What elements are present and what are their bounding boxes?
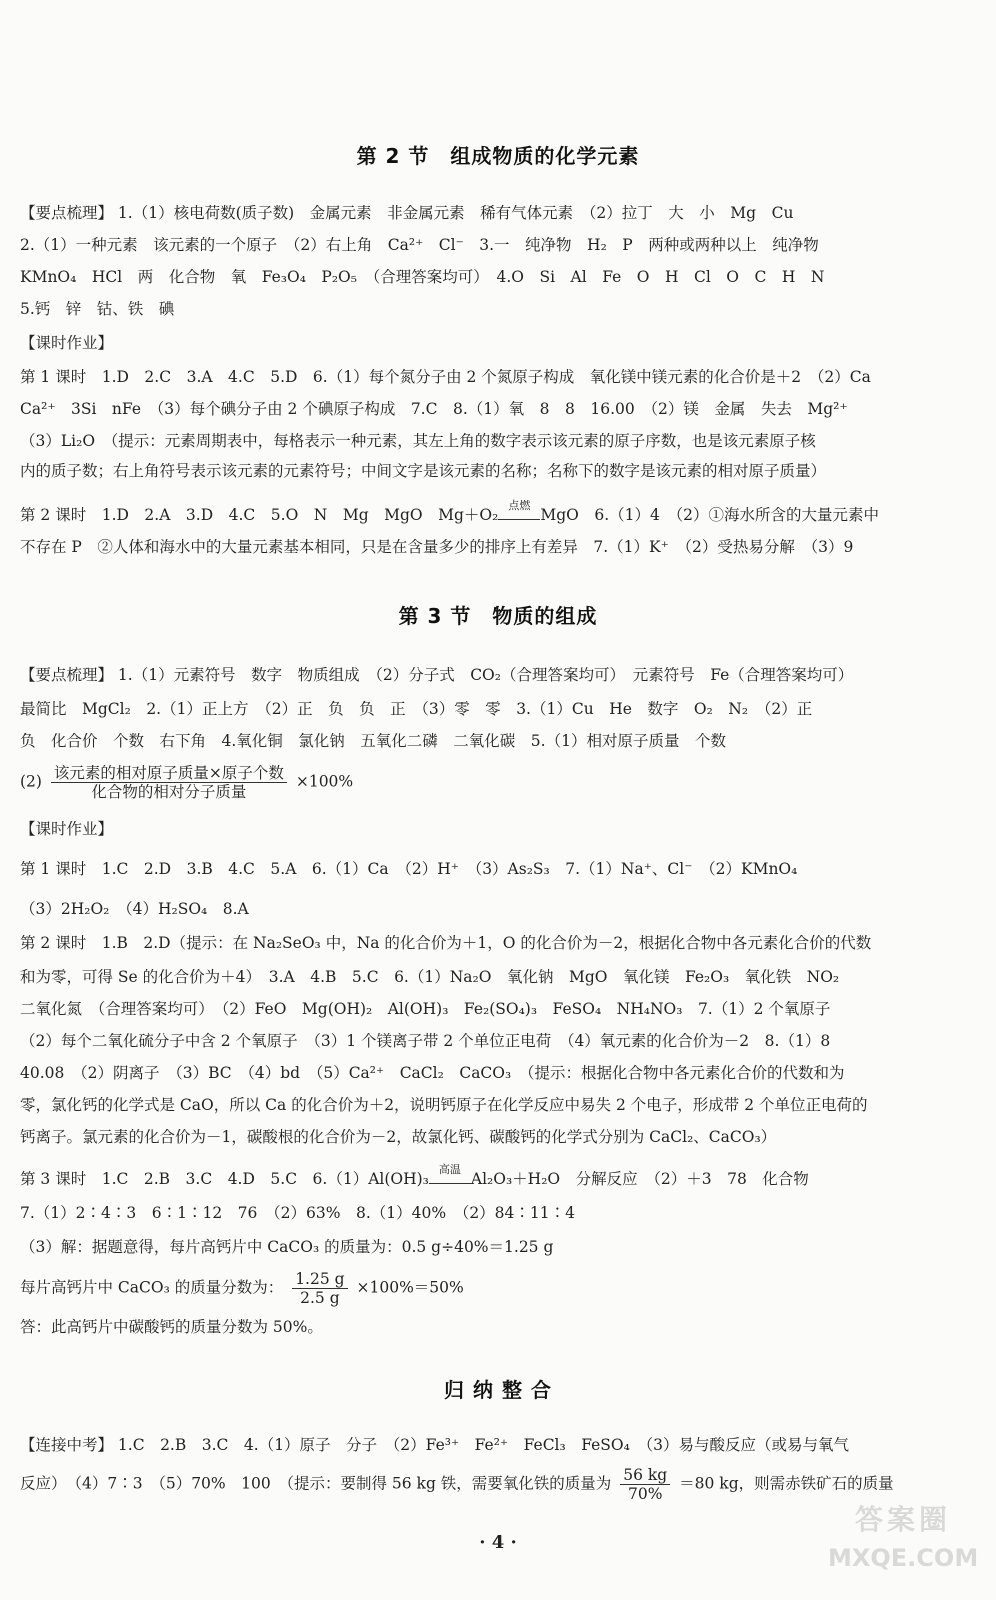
text-line: 不存在 P ②人体和海水中的大量元素基本相同，只是在含量多少的排序上有差异 7.（1）K⁺ （2）受热易分解 （3）9 <box>20 538 854 556</box>
text-line: 7.（1）2∶4∶3 6∶1∶12 76 （2）63% 8.（1）40% （2）84∶11∶4 <box>20 1204 575 1222</box>
text-line: KMnO₄ HCl 两 化合物 氧 Fe₃O₄ P₂O₅ （合理答案均可） 4.O Si Al Fe O H Cl O C H N <box>20 268 825 286</box>
text-line: 钙离子。氯元素的化合价为－1，碳酸根的化合价为－2，故氯化钙、碳酸钙的化学式分别为 CaCl₂、CaCO₃） <box>20 1128 777 1146</box>
reaction-condition: 高温 <box>438 1163 461 1176</box>
text-segment: 第 2 课时 1.D 2.A 3.D 4.C 5.O N Mg MgO Mg＋O₂ <box>20 506 499 524</box>
text-line: 和为零，可得 Se 的化合价为＋4） 3.A 4.B 5.C 6.（1）Na₂O 氧化钠 MgO 氧化镁 Fe₂O₃ 氧化铁 NO₂ <box>20 968 840 986</box>
fraction <box>292 1270 347 1307</box>
text-line-lesson3 <box>20 1163 980 1190</box>
section-3-title: 第 3 节 物质的组成 <box>398 604 598 628</box>
text-line: 第 1 课时 1.D 2.C 3.A 4.C 5.D 6.（1）每个氮分子由 2 个氮原子构成 氧化镁中镁元素的化合价是＋2 （2）Ca <box>20 368 871 386</box>
text-line: 最简比 MgCl₂ 2.（1）正上方 （2）正 负 负 正 （3）零 零 3.（1）Cu He 数字 O₂ N₂ （2）正 <box>20 700 813 718</box>
calc-prefix: 每片高钙片中 CaCO₃ 的质量分数为： <box>20 1278 284 1297</box>
fraction-denominator: 2.5 g <box>300 1289 340 1307</box>
text-segment: 反应） （4）7∶3 （5）70% 100 （提示：要制得 56 kg 铁，需要氧化铁的质量为 <box>20 1474 612 1493</box>
text-line: 【课时作业】 <box>20 334 114 352</box>
fraction-numerator: 1.25 g <box>292 1270 347 1289</box>
reaction-condition: 点燃 <box>508 499 531 512</box>
text-line: 二氧化氮 （合理答案均可） （2）FeO Mg(OH)₂ Al(OH)₃ Fe₂(SO₄)₃ FeSO₄ NH₄NO₃ 7.（1）2 个氧原子 <box>20 1000 831 1018</box>
answer-line: 答：此高钙片中碳酸钙的质量分数为 50%。 <box>20 1318 323 1336</box>
text-line: （2）每个二氧化硫分子中含 2 个氧原子 （3）1 个镁离子带 2 个单位正电荷 （4）氧元素的化合价为－2 8.（1）8 <box>20 1032 831 1050</box>
formula-prefix: (2) <box>20 772 42 791</box>
summary-title: 归 纳 整 合 <box>444 1378 552 1402</box>
formula-line <box>20 764 980 801</box>
text-line: 第 2 课时 1.B 2.D（提示：在 Na₂SeO₃ 中，Na 的化合价为＋1，O 的化合价为－2，根据化合物中各元素化合价的代数 <box>20 934 872 952</box>
watermark-text: 答案圈 <box>854 1503 951 1536</box>
fraction <box>620 1466 670 1503</box>
text-line: 【要点梳理】 1.（1）核电荷数(质子数) 金属元素 非金属元素 稀有气体元素 （2）拉丁 大 小 Mg Cu <box>20 204 794 222</box>
reaction-arrow <box>429 1163 471 1184</box>
fraction <box>51 764 287 801</box>
text-line: 内的质子数；右上角符号表示该元素的元素符号；中间文字是该元素的名称；名称下的数字是该元素的相对原子质量） <box>20 462 827 480</box>
text-line: 5.钙 锌 钴、铁 碘 <box>20 300 175 318</box>
reaction-arrow <box>498 499 540 520</box>
text-line: 【课时作业】 <box>20 820 114 838</box>
text-line: （3）2H₂O₂ （4）H₂SO₄ 8.A <box>20 900 249 918</box>
text-segment: ＝80 kg，则需赤铁矿石的质量 <box>679 1474 894 1493</box>
text-line: 零，氯化钙的化学式是 CaO，所以 Ca 的化合价为＋2，说明钙原子在化学反应中易失 2 个电子，形成带 2 个单位正电荷的 <box>20 1096 868 1114</box>
fraction-numerator: 56 kg <box>620 1466 670 1485</box>
fraction-denominator: 70% <box>628 1485 663 1503</box>
formula-suffix: ×100% <box>295 772 354 791</box>
text-line: 负 化合价 个数 右下角 4.氧化铜 氯化钠 五氧化二磷 二氧化碳 5.（1）相对原子质量 个数 <box>20 732 726 750</box>
text-line: （3）解：据题意得，每片高钙片中 CaCO₃ 的质量为：0.5 g÷40%＝1.25 g <box>20 1238 554 1256</box>
page-number: · 4 · <box>479 1532 517 1553</box>
fraction-numerator: 该元素的相对原子质量×原子个数 <box>51 764 287 783</box>
section-2-title: 第 2 节 组成物质的化学元素 <box>356 144 640 168</box>
watermark-url: MXQE.COM <box>828 1544 979 1572</box>
text-line: 【连接中考】 1.C 2.B 3.C 4.（1）原子 分子 （2）Fe³⁺ Fe²⁺ FeCl₃ FeSO₄ （3）易与酸反应（或易与氧气 <box>20 1436 849 1454</box>
text-segment: MgO 6.（1）4 （2）①海水所含的大量元素中 <box>540 506 879 524</box>
text-segment: 第 3 课时 1.C 2.B 3.C 4.D 5.C 6.（1）Al(OH)₃ <box>20 1170 429 1188</box>
text-line: 【要点梳理】 1.（1）元素符号 数字 物质组成 （2）分子式 CO₂（合理答案均可） 元素符号 Fe（合理答案均可） <box>20 666 854 684</box>
calculation-line <box>20 1270 980 1307</box>
text-line: Ca²⁺ 3Si nFe （3）每个碘分子由 2 个碘原子构成 7.C 8.（1）氧 8 8 16.00 （2）镁 金属 失去 Mg²⁺ <box>20 400 848 418</box>
text-line: （3）Li₂O （提示：元素周期表中，每格表示一种元素，其左上角的数字表示该元素的原子序数，也是该元素原子核 <box>20 432 816 450</box>
text-line-lesson2 <box>20 499 980 526</box>
text-line: 40.08 （2）阴离子 （3）BC （4）bd （5）Ca²⁺ CaCl₂ CaCO₃ （提示：根据化合物中各元素化合价的代数和为 <box>20 1064 845 1082</box>
watermark-logo <box>828 1498 978 1588</box>
text-line: 2.（1）一种元素 该元素的一个原子 （2）右上角 Ca²⁺ Cl⁻ 3.一 纯净物 H₂ P 两种或两种以上 纯净物 <box>20 236 819 254</box>
text-line: 第 1 课时 1.C 2.D 3.B 4.C 5.A 6.（1）Ca （2）H⁺ （3）As₂S₃ 7.（1）Na⁺、Cl⁻ （2）KMnO₄ <box>20 860 798 878</box>
text-segment: Al₂O₃＋H₂O 分解反应 （2）＋3 78 化合物 <box>470 1170 809 1188</box>
fraction-denominator: 化合物的相对分子质量 <box>91 783 247 801</box>
calc-suffix: ×100%＝50% <box>356 1278 464 1297</box>
